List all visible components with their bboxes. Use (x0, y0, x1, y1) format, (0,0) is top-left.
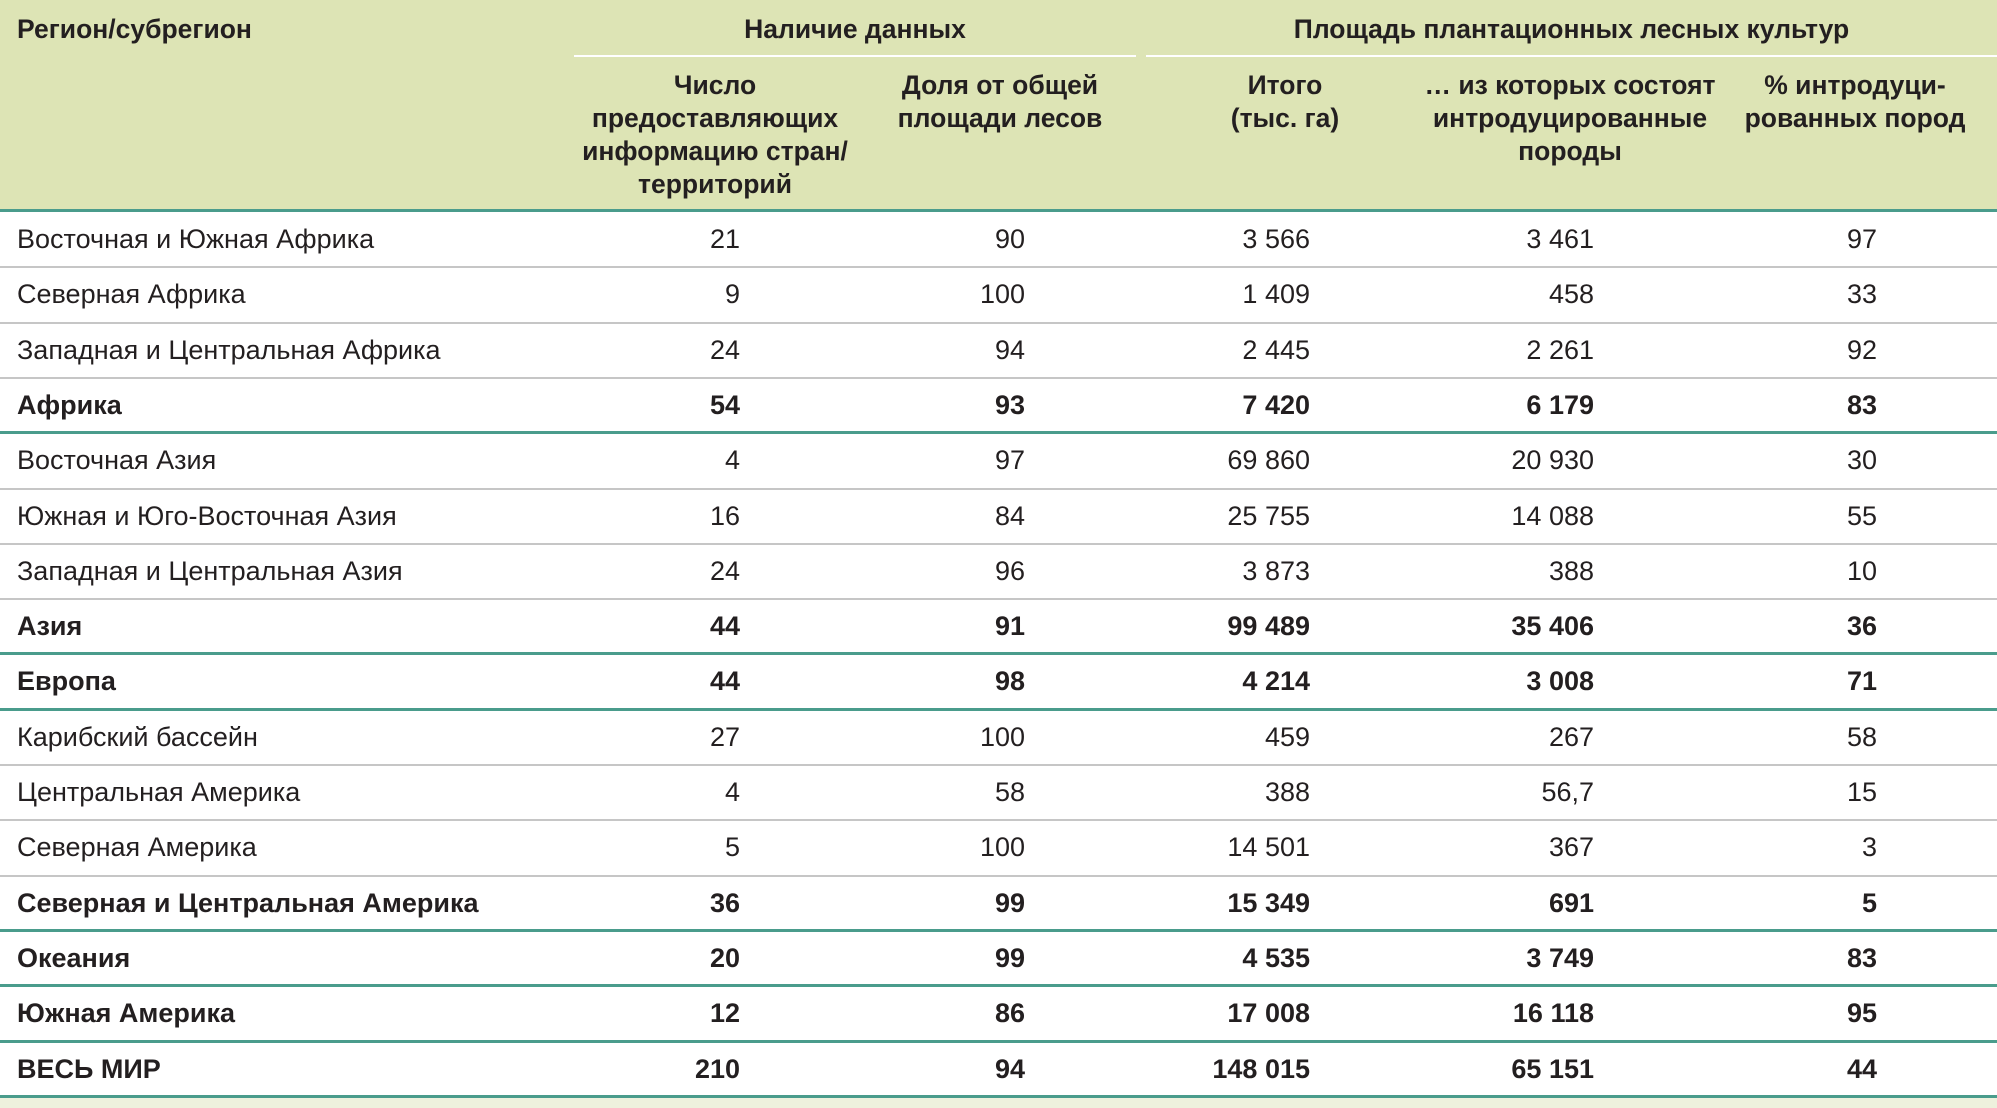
countries-cell: 4 (724, 445, 740, 475)
group1-underline (574, 55, 1136, 57)
table-row (0, 710, 1997, 765)
introduced-cell: 6 179 (1526, 390, 1594, 420)
percent-cell: 15 (1846, 777, 1877, 807)
percent-cell: 3 (1861, 832, 1877, 862)
total-cell: 4 214 (1242, 666, 1310, 696)
share-cell: 94 (994, 335, 1025, 365)
introduced-cell: 35 406 (1511, 611, 1594, 641)
percent-cell: 10 (1846, 556, 1877, 586)
table-row (0, 489, 1997, 544)
share-cell: 99 (994, 943, 1025, 973)
region-name-cell: Южная Америка (17, 998, 236, 1028)
percent-cell: 5 (1861, 888, 1877, 918)
countries-cell: 12 (709, 998, 740, 1028)
total-cell: 1 409 (1242, 279, 1310, 309)
region-name-cell: Северная Африка (17, 279, 246, 309)
share-cell: 58 (994, 777, 1025, 807)
table-row (0, 986, 1997, 1041)
region-name-cell: Европа (17, 666, 116, 696)
countries-cell: 44 (709, 666, 740, 696)
total-cell: 15 349 (1227, 888, 1310, 918)
table-row (0, 212, 1997, 267)
table-row (0, 1042, 1997, 1097)
total-cell: 14 501 (1227, 832, 1310, 862)
group2-underline (1146, 55, 1997, 57)
introduced-cell: 20 930 (1511, 445, 1594, 475)
total-cell: 99 489 (1227, 611, 1310, 641)
introduced-cell: 56,7 (1541, 777, 1594, 807)
countries-cell: 21 (709, 224, 740, 254)
countries-cell: 27 (709, 722, 740, 752)
introduced-cell: 3 749 (1526, 943, 1594, 973)
region-name-cell: Океания (17, 943, 131, 973)
percent-cell: 71 (1846, 666, 1877, 696)
introduced-cell: 691 (1548, 888, 1594, 918)
data-availability-group-header: Наличие данных (744, 14, 966, 44)
table-row (0, 654, 1997, 709)
percent-introduced-column-header: % интродуци- рованных пород (1744, 70, 1966, 133)
countries-cell: 5 (724, 832, 740, 862)
countries-cell: 210 (694, 1054, 740, 1084)
table-row (0, 544, 1997, 599)
introduced-cell: 16 118 (1512, 998, 1594, 1028)
table-footer-band (0, 1098, 1997, 1108)
region-name-cell: Восточная Азия (17, 445, 217, 475)
region-column-header: Регион/субрегион (17, 14, 252, 44)
percent-cell: 58 (1846, 722, 1877, 752)
share-cell: 97 (994, 445, 1025, 475)
total-cell: 17 008 (1227, 998, 1310, 1028)
percent-cell: 36 (1846, 611, 1877, 641)
table-row (0, 433, 1997, 488)
region-name-cell: Африка (17, 390, 122, 420)
countries-cell: 16 (709, 501, 740, 531)
share-cell: 84 (994, 501, 1025, 531)
introduced-cell: 3 008 (1526, 666, 1594, 696)
introduced-cell: 458 (1548, 279, 1594, 309)
countries-cell: 44 (709, 611, 740, 641)
region-name-cell: Западная и Центральная Африка (17, 335, 441, 365)
percent-cell: 55 (1846, 501, 1877, 531)
plantation-area-group-header: Площадь плантационных лесных культур (1293, 14, 1850, 44)
share-cell: 100 (979, 832, 1025, 862)
table-row (0, 931, 1997, 986)
total-cell: 25 755 (1227, 501, 1310, 531)
countries-column-header: Число предоставляющих информацию стран/ территорий (582, 70, 848, 199)
total-cell: 3 566 (1242, 224, 1310, 254)
introduced-cell: 3 461 (1526, 224, 1594, 254)
introduced-cell: 2 261 (1526, 335, 1594, 365)
total-cell: 2 445 (1242, 335, 1310, 365)
percent-cell: 83 (1846, 943, 1877, 973)
region-name-cell: Южная и Юго-Восточная Азия (17, 501, 397, 531)
region-name-cell: Карибский бассейн (17, 722, 258, 752)
region-name-cell: Восточная и Южная Африка (17, 224, 375, 254)
share-cell: 86 (994, 998, 1025, 1028)
introduced-cell: 267 (1548, 722, 1594, 752)
total-cell: 388 (1264, 777, 1310, 807)
percent-cell: 83 (1846, 390, 1877, 420)
total-cell: 148 015 (1212, 1054, 1310, 1084)
share-cell: 100 (979, 279, 1025, 309)
share-cell: 93 (994, 390, 1025, 420)
total-area-column-header: Итого (тыс. га) (1230, 70, 1340, 133)
introduced-cell: 367 (1548, 832, 1594, 862)
countries-cell: 9 (724, 279, 740, 309)
percent-cell: 33 (1846, 279, 1877, 309)
percent-cell: 97 (1846, 224, 1877, 254)
share-cell: 98 (994, 666, 1025, 696)
countries-cell: 4 (724, 777, 740, 807)
countries-cell: 24 (709, 335, 740, 365)
percent-cell: 95 (1846, 998, 1877, 1028)
introduced-cell: 65 151 (1511, 1054, 1594, 1084)
table-row (0, 765, 1997, 820)
total-cell: 459 (1264, 722, 1310, 752)
table-row (0, 599, 1997, 654)
countries-cell: 24 (709, 556, 740, 586)
introduced-cell: 14 088 (1511, 501, 1594, 531)
region-name-cell: Северная и Центральная Америка (17, 888, 479, 918)
table-row (0, 378, 1997, 433)
region-name-cell: Западная и Центральная Азия (17, 556, 403, 586)
percent-cell: 92 (1846, 335, 1877, 365)
percent-cell: 30 (1846, 445, 1877, 475)
total-cell: 3 873 (1242, 556, 1310, 586)
table-row (0, 267, 1997, 322)
countries-cell: 20 (709, 943, 740, 973)
introduced-cell: 388 (1548, 556, 1594, 586)
introduced-species-column-header: … из которых состоят интродуцированные породы (1424, 70, 1716, 166)
region-name-cell: Центральная Америка (17, 777, 301, 807)
countries-cell: 36 (709, 888, 740, 918)
share-cell: 99 (994, 888, 1025, 918)
table-header (0, 0, 1997, 209)
total-cell: 69 860 (1227, 445, 1310, 475)
share-cell: 96 (994, 556, 1025, 586)
region-name-cell: Азия (17, 611, 83, 641)
table-row (0, 820, 1997, 875)
share-cell: 100 (979, 722, 1025, 752)
table-row (0, 876, 1997, 931)
forest-share-column-header: Доля от общей площади лесов (897, 70, 1103, 133)
region-name-cell: ВЕСЬ МИР (17, 1054, 161, 1084)
countries-cell: 54 (709, 390, 740, 420)
total-cell: 4 535 (1242, 943, 1310, 973)
share-cell: 90 (994, 224, 1025, 254)
share-cell: 91 (994, 611, 1025, 641)
table-row (0, 323, 1997, 378)
total-cell: 7 420 (1242, 390, 1310, 420)
share-cell: 94 (994, 1054, 1025, 1084)
region-name-cell: Северная Америка (17, 832, 257, 862)
percent-cell: 44 (1846, 1054, 1877, 1084)
